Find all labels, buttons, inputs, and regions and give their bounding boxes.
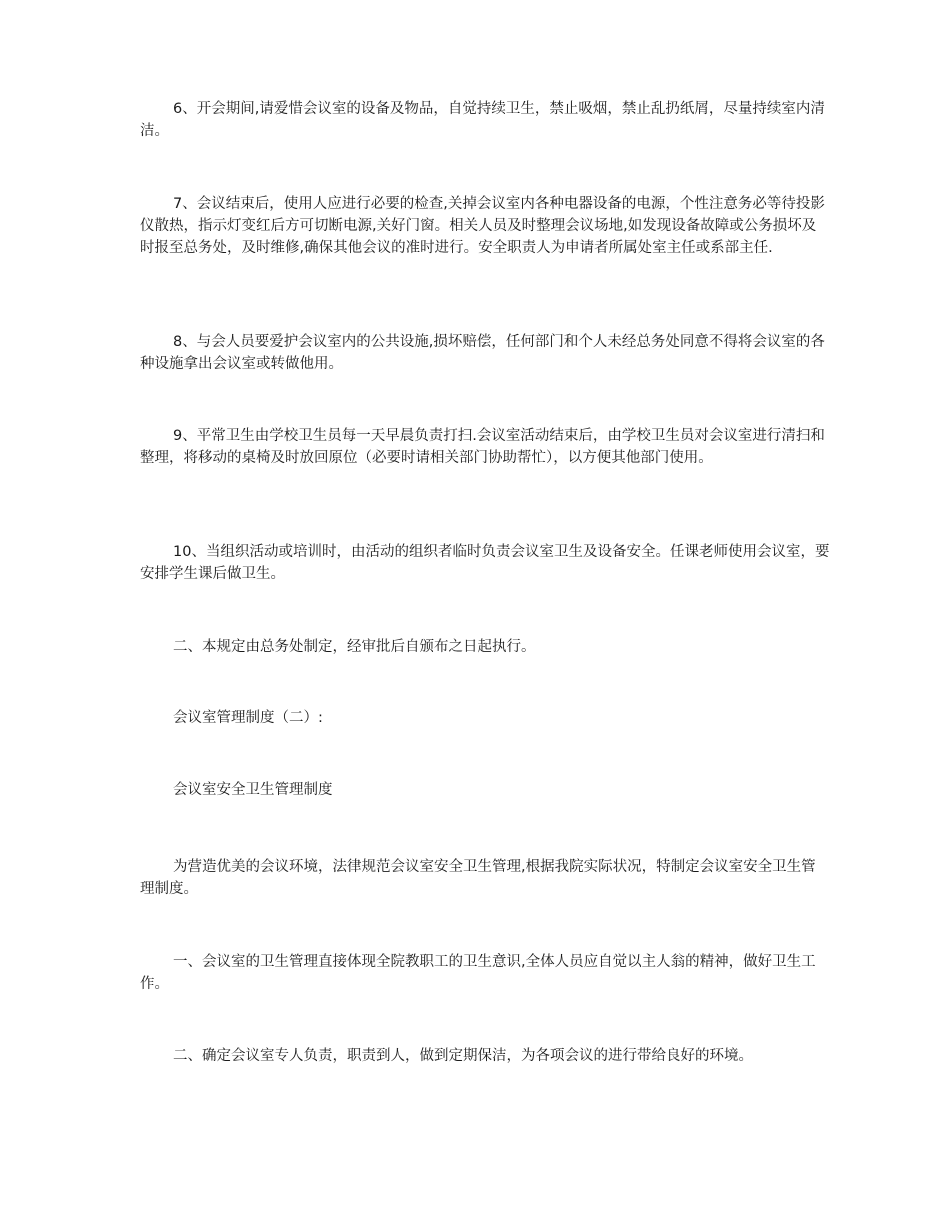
paragraph-introduction: 为营造优美的会议环境，法律规范会议室安全卫生管理,根据我院实际状况，特制定会议室安全卫生管理制度。 bbox=[140, 859, 816, 897]
paragraph-item-7: 7、会议结束后，使用人应进行必要的检查,关掉会议室内各种电器设备的电源，个性注意务必等待投影仪散热，指示灯变红后方可切断电源,关好门窗。相关人员及时整理会议场地,如发现设备故障或公务损坏及时报至总务处，及时维修,确保其他会议的准时进行。安全职责人为申请者所属处室主任或系部主任. bbox=[140, 196, 825, 256]
section-heading-part-two: 会议室管理制度（二）: bbox=[173, 710, 323, 726]
paragraph-rule-1: 一、会议室的卫生管理直接体现全院教职工的卫生意识,全体人员应自觉以主人翁的精神，做好卫生工作。 bbox=[140, 954, 816, 992]
paragraph-item-10: 10、当组织活动或培训时，由活动的组织者临时负责会议室卫生及设备安全。任课老师使用会议室，要安排学生课后做卫生。 bbox=[140, 544, 830, 582]
paragraph-item-6: 6、开会期间,请爱惜会议室的设备及物品，自觉持续卫生，禁止吸烟，禁止乱扔纸屑，尽量持续室内清洁。 bbox=[140, 101, 825, 139]
paragraph-item-9: 9、平常卫生由学校卫生员每一天早晨负责打扫.会议室活动结束后，由学校卫生员对会议室进行清扫和整理，将移动的桌椅及时放回原位（必要时请相关部门协助帮忙），以方便其他部门使用。 bbox=[140, 428, 825, 466]
paragraph-rule-2: 二、确定会议室专人负责，职责到人，做到定期保洁，为各项会议的进行带给良好的环境。 bbox=[173, 1048, 753, 1064]
document-title: 会议室安全卫生管理制度 bbox=[173, 782, 333, 798]
paragraph-item-8: 8、与会人员要爱护会议室内的公共设施,损坏赔偿，任何部门和个人未经总务处同意不得将会议室的各种设施拿出会议室或转做他用。 bbox=[140, 334, 825, 372]
paragraph-effective-clause: 二、本规定由总务处制定，经审批后自颁布之日起执行。 bbox=[173, 639, 536, 655]
